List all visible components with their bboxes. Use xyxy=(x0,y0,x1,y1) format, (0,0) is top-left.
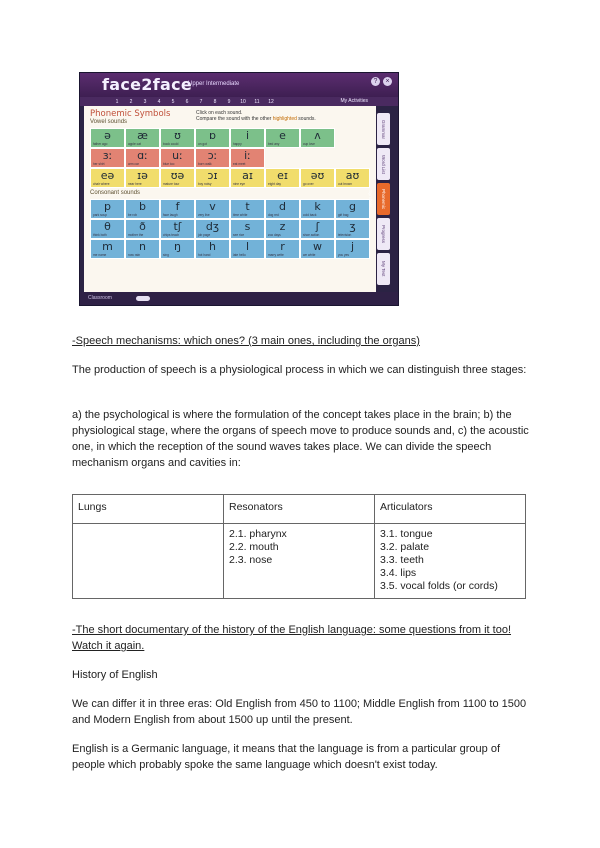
articulator-item: 3.1. tongue xyxy=(380,528,433,540)
phoneme-cell[interactable] xyxy=(160,219,195,239)
phoneme-symbol: uː xyxy=(172,149,183,162)
phoneme-example: father ago xyxy=(93,142,108,146)
phoneme-cell[interactable] xyxy=(195,199,230,219)
phoneme-cell[interactable] xyxy=(160,128,195,148)
phoneme-cell[interactable] xyxy=(265,128,300,148)
phoneme-symbol: əʊ xyxy=(310,169,325,182)
phoneme-example: very live xyxy=(198,213,210,217)
phoneme-cell[interactable] xyxy=(90,239,125,259)
phoneme-cell[interactable] xyxy=(90,148,125,168)
table-cell-articulators xyxy=(375,524,526,599)
resonator-item: 2.3. nose xyxy=(229,554,273,566)
phoneme-symbol: l xyxy=(245,240,250,253)
subheading-history: History of English xyxy=(72,669,158,681)
side-tab[interactable]: Progress xyxy=(377,218,390,250)
table-header-lungs: Lungs xyxy=(73,495,224,524)
consonant-row-2 xyxy=(90,219,370,239)
resonator-item: 2.1. pharynx xyxy=(229,528,287,540)
phoneme-example: nine eye xyxy=(233,182,246,186)
phoneme-example: apple cat xyxy=(128,142,141,146)
phoneme-example: book could xyxy=(163,142,179,146)
phoneme-example: hot hand xyxy=(198,253,211,257)
phoneme-symbol: ʊə xyxy=(170,169,185,182)
unit-link[interactable]: 6 xyxy=(185,98,189,105)
phoneme-example: now rain xyxy=(128,253,141,257)
classroom-toggle[interactable] xyxy=(136,296,150,301)
phoneme-symbol: ʌ xyxy=(314,129,321,142)
phoneme-cell[interactable] xyxy=(230,239,265,259)
phoneme-symbol: n xyxy=(139,240,146,253)
phoneme-symbol: dʒ xyxy=(205,220,220,233)
phoneme-cell[interactable] xyxy=(90,219,125,239)
phoneme-cell[interactable] xyxy=(160,239,195,259)
phoneme-example: chair where xyxy=(93,182,110,186)
phoneme-cell[interactable] xyxy=(125,168,160,188)
phoneme-cell[interactable] xyxy=(160,168,195,188)
side-tab[interactable]: Grammar xyxy=(377,113,390,145)
phoneme-symbol: ɒ xyxy=(209,129,216,142)
phoneme-cell[interactable] xyxy=(160,199,195,219)
app-header xyxy=(80,73,398,97)
vowel-row-1 xyxy=(90,128,370,148)
level-label: Upper Intermediate xyxy=(188,81,240,87)
table-cell-lungs xyxy=(73,524,224,599)
phoneme-symbol: ɔɪ xyxy=(207,169,218,182)
unit-link[interactable]: 8 xyxy=(213,98,217,105)
phoneme-symbol: r xyxy=(280,240,285,253)
phoneme-example: me name xyxy=(93,253,107,257)
my-activities-link[interactable]: My Activities xyxy=(340,98,368,104)
phoneme-symbol: ʊ xyxy=(174,129,181,142)
phoneme-cell[interactable] xyxy=(300,168,335,188)
phoneme-symbol: ð xyxy=(139,220,146,233)
classroom-label: Classroom xyxy=(88,295,112,301)
phoneme-symbol: ɜː xyxy=(102,149,113,162)
phoneme-example: time white xyxy=(233,213,248,217)
phoneme-symbol: v xyxy=(209,200,216,213)
unit-link[interactable]: 7 xyxy=(199,98,203,105)
phoneme-cell[interactable] xyxy=(125,128,160,148)
close-icon[interactable]: × xyxy=(383,77,392,86)
phonemic-chart-screenshot xyxy=(80,73,398,305)
phoneme-cell[interactable] xyxy=(230,219,265,239)
phoneme-example: park soup xyxy=(93,213,107,217)
side-tab-active[interactable]: Phonemic Symbols xyxy=(377,183,390,215)
phoneme-cell[interactable] xyxy=(300,239,335,259)
phoneme-example: sing xyxy=(163,253,169,257)
phoneme-example: her shirt xyxy=(93,162,105,166)
side-tab[interactable]: Word List xyxy=(377,148,390,180)
app-logo: face2face xyxy=(102,75,193,94)
phoneme-cell[interactable] xyxy=(230,128,265,148)
phoneme-example: girl bag xyxy=(338,213,349,217)
phoneme-cell[interactable] xyxy=(335,219,370,239)
phoneme-example: chips teach xyxy=(163,233,180,237)
phoneme-symbol: z xyxy=(279,220,286,233)
unit-link[interactable]: 3 xyxy=(143,98,147,105)
phoneme-symbol: θ xyxy=(104,220,111,233)
phoneme-example: think both xyxy=(93,233,107,237)
phoneme-example: on got xyxy=(198,142,207,146)
phoneme-symbol: i xyxy=(245,129,250,142)
phoneme-cell[interactable] xyxy=(195,239,230,259)
side-tab[interactable]: My Test xyxy=(377,253,390,285)
phoneme-symbol: ɑː xyxy=(137,149,148,162)
phoneme-symbol: w xyxy=(313,240,322,253)
phoneme-symbol: aʊ xyxy=(345,169,360,182)
phoneme-cell[interactable] xyxy=(230,148,265,168)
phoneme-symbol: h xyxy=(209,240,216,253)
phoneme-example: we white xyxy=(303,253,316,257)
phoneme-example: job page xyxy=(198,233,211,237)
phoneme-cell[interactable] xyxy=(195,219,230,239)
phoneme-example: bed any xyxy=(268,142,280,146)
phoneme-symbol: ə xyxy=(104,129,111,142)
phoneme-symbol: ɔː xyxy=(207,149,218,162)
phoneme-cell[interactable] xyxy=(195,148,230,168)
phoneme-example: eight day xyxy=(268,182,281,186)
phoneme-cell[interactable] xyxy=(300,219,335,239)
phoneme-symbol: æ xyxy=(137,129,148,142)
phoneme-symbol: m xyxy=(102,240,113,253)
phoneme-example: cold back xyxy=(303,213,317,217)
unit-link[interactable]: 5 xyxy=(171,98,175,105)
phoneme-symbol: k xyxy=(314,200,321,213)
phoneme-example: go over xyxy=(303,182,314,186)
articulator-item: 3.3. teeth xyxy=(380,554,424,566)
panel-instructions xyxy=(196,110,316,122)
phoneme-cell[interactable] xyxy=(90,199,125,219)
phoneme-example: zoo days xyxy=(268,233,281,237)
resonator-item: 2.2. mouth xyxy=(229,541,279,553)
phoneme-example: dog red xyxy=(268,213,279,217)
heading-documentary: -The short documentary of the history of the English language: some questions from it too! Watch it again. xyxy=(72,624,512,652)
phoneme-symbol: p xyxy=(104,200,111,213)
unit-link[interactable]: 9 xyxy=(227,98,231,105)
phoneme-cell[interactable] xyxy=(195,168,230,188)
phoneme-example: out brown xyxy=(338,182,352,186)
phoneme-example: boy noisy xyxy=(198,182,212,186)
vowel-sounds-label: Vowel sounds xyxy=(90,119,128,125)
phoneme-example: born walk xyxy=(198,162,212,166)
heading-speech-mechanisms: -Speech mechanisms: which ones? (3 main ones, including the organs) xyxy=(72,335,420,347)
unit-link[interactable]: 1 xyxy=(115,98,119,105)
phoneme-cell[interactable] xyxy=(125,239,160,259)
phoneme-cell[interactable] xyxy=(265,239,300,259)
organs-table xyxy=(72,494,526,599)
phoneme-example: cup love xyxy=(303,142,315,146)
phoneme-symbol: aɪ xyxy=(242,169,253,182)
panel-title: Phonemic Symbols xyxy=(90,109,171,119)
phoneme-example: eat meet xyxy=(233,162,246,166)
phoneme-symbol: ʃ xyxy=(315,220,320,233)
phoneme-cell[interactable] xyxy=(195,128,230,148)
phoneme-symbol: eə xyxy=(100,169,115,182)
phoneme-symbol: d xyxy=(279,200,286,213)
phoneme-cell[interactable] xyxy=(125,148,160,168)
instruction-line: sounds. xyxy=(296,116,316,122)
phoneme-example: happy xyxy=(233,142,242,146)
phoneme-example: see rice xyxy=(233,233,245,237)
vowel-row-2 xyxy=(90,148,370,168)
phoneme-example: blue too xyxy=(163,162,175,166)
phoneme-example: face laugh xyxy=(163,213,178,217)
unit-link[interactable]: 10 xyxy=(240,98,246,105)
phoneme-cell[interactable] xyxy=(230,199,265,219)
phoneme-cell[interactable] xyxy=(230,168,265,188)
paragraph-stage-details: a) the psychological is where the formulation of the concept takes place in the brain; b) the physiological stage, where the organs of speech move to produce sounds and, c) the acoustic one, in which the reception of the sound waves takes place. We can divide the speech mechanism organs and cavities in: xyxy=(72,409,529,469)
phonemic-panel xyxy=(84,106,376,292)
phoneme-symbol: e xyxy=(279,129,286,142)
paragraph-germanic: English is a Germanic language, it means that the language is from a particular group of people which probably spoke the same language which doesn't exist today. xyxy=(72,743,501,771)
phoneme-cell[interactable] xyxy=(125,199,160,219)
phoneme-cell[interactable] xyxy=(265,219,300,239)
table-header-resonators: Resonators xyxy=(224,495,375,524)
phoneme-cell[interactable] xyxy=(335,239,370,259)
phoneme-symbol: t xyxy=(245,200,250,213)
consonant-sounds-label: Consonant sounds xyxy=(90,190,141,196)
diphthong-row xyxy=(90,168,370,188)
phoneme-cell[interactable] xyxy=(90,168,125,188)
phoneme-cell[interactable] xyxy=(335,168,370,188)
phoneme-symbol: s xyxy=(244,220,251,233)
phoneme-cell[interactable] xyxy=(265,199,300,219)
paragraph-stages: The production of speech is a physiological process in which we can distinguish three stages: xyxy=(72,364,527,376)
phoneme-symbol: j xyxy=(350,240,355,253)
side-tabs xyxy=(368,113,394,288)
phoneme-example: marry write xyxy=(268,253,284,257)
app-footer xyxy=(80,292,398,305)
phoneme-cell[interactable] xyxy=(300,199,335,219)
instruction-line: Click on each sound. xyxy=(196,110,243,116)
phoneme-example: television xyxy=(338,233,352,237)
consonant-row-3 xyxy=(90,239,370,259)
phoneme-example: mature tour xyxy=(163,182,180,186)
phoneme-symbol: tʃ xyxy=(173,220,182,233)
phoneme-cell[interactable] xyxy=(265,168,300,188)
phoneme-symbol: ŋ xyxy=(174,240,181,253)
phoneme-example: arm car xyxy=(128,162,139,166)
articulator-item: 3.4. lips xyxy=(380,567,417,579)
unit-link[interactable]: 4 xyxy=(157,98,161,105)
phoneme-example: mother the xyxy=(128,233,144,237)
phoneme-symbol: iː xyxy=(244,149,251,162)
phoneme-example: late hello xyxy=(233,253,246,257)
unit-link[interactable]: 2 xyxy=(129,98,133,105)
phoneme-symbol: ɪə xyxy=(137,169,148,182)
paragraph-eras: We can differ it in three eras: Old English from 450 to 1100; Middle English from 1100 to 1500 and Modern English from about 1500 up until the present. xyxy=(72,698,527,726)
phoneme-example: you yes xyxy=(338,253,349,257)
phoneme-cell[interactable] xyxy=(300,128,335,148)
instruction-highlight: highlighted xyxy=(272,116,297,122)
instruction-line: Compare the sound with the other xyxy=(196,116,273,122)
phoneme-symbol: b xyxy=(139,200,146,213)
consonant-row-1 xyxy=(90,199,370,219)
phoneme-cell[interactable] xyxy=(90,128,125,148)
table-header-articulators: Articulators xyxy=(375,495,526,524)
articulator-item: 3.2. palate xyxy=(380,541,430,553)
phoneme-symbol: g xyxy=(349,200,356,213)
unit-link[interactable]: 12 xyxy=(268,98,274,105)
table-cell-resonators xyxy=(224,524,375,599)
unit-link[interactable]: 11 xyxy=(254,98,260,105)
phoneme-symbol: f xyxy=(175,200,180,213)
phoneme-example: near here xyxy=(128,182,142,186)
phoneme-example: be rob xyxy=(128,213,138,217)
phoneme-cell[interactable] xyxy=(160,148,195,168)
help-icon[interactable]: ? xyxy=(371,77,380,86)
phoneme-symbol: eɪ xyxy=(277,169,288,182)
articulator-item: 3.5. vocal folds (or cords) xyxy=(380,580,498,592)
phoneme-symbol: ʒ xyxy=(349,220,356,233)
phoneme-example: shoe action xyxy=(303,233,320,237)
phoneme-cell[interactable] xyxy=(125,219,160,239)
